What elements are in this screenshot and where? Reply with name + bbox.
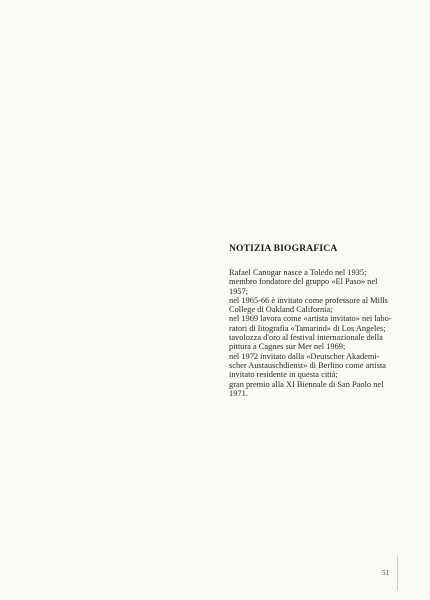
biography-text — [229, 268, 394, 398]
bio-line: ratori di litografia «Tamarind» di Los Angeles; — [229, 323, 386, 333]
scan-edge-mark — [397, 556, 398, 590]
bio-line: scher Austauschdienst» di Berlino come artista — [229, 360, 386, 370]
bio-line: membro fondatore del gruppo «El Paso» nel — [229, 277, 378, 287]
bio-line: 1957; — [229, 286, 249, 296]
bio-line: invitato residente in questa città; — [229, 370, 338, 380]
bio-line: nel 1972 invitato dalla «Deutscher Akademi- — [229, 351, 380, 361]
bio-line: tavolozza d'oro al festival internazionale della — [229, 333, 383, 343]
bio-line: nel 1965-66 è invitato come professore al Mills — [229, 295, 388, 305]
bio-line: Rafael Canogar nasce a Toledo nel 1935; — [229, 268, 367, 277]
section-heading: NOTIZIA BIOGRAFICA — [229, 244, 338, 254]
bio-line: gran premio alla XI Biennale di San Paolo nel — [229, 379, 384, 389]
bio-line: pittura a Cagnes sur Mer nel 1969; — [229, 342, 346, 352]
bio-line: College di Oakland California; — [229, 305, 333, 315]
bio-line: nel 1969 lavora come «artista invitato» nei labo- — [229, 314, 392, 324]
page-number: 51 — [382, 569, 389, 577]
bio-line: 1971. — [229, 388, 248, 398]
